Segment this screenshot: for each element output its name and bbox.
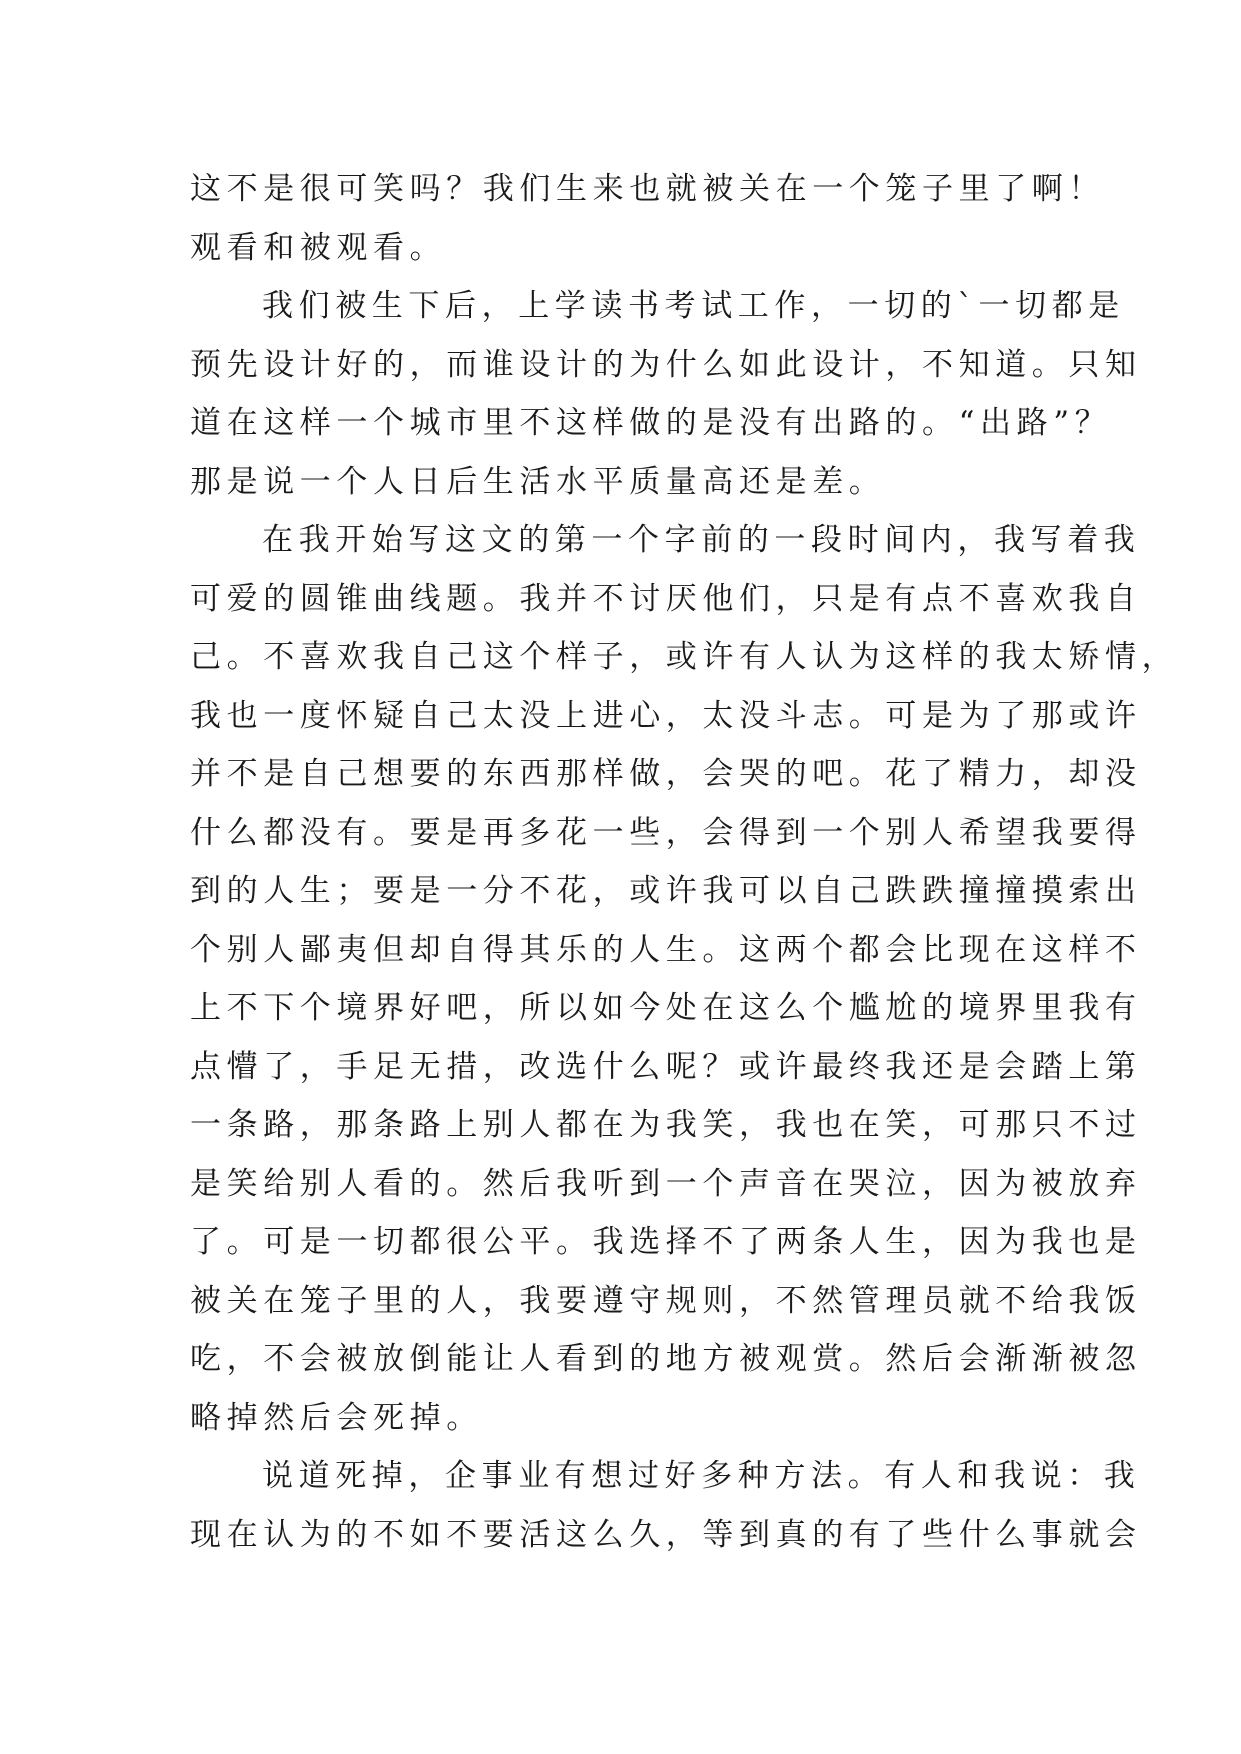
text-line: 略掉然后会死掉。 [190, 1399, 483, 1436]
paragraph-2 [190, 277, 1142, 511]
paragraph-4 [190, 1447, 1142, 1564]
text-line: 我们被生下后，上学读书考试工作，一切的`一切都是 [262, 288, 1125, 324]
text-line: 我也一度怀疑自己太没上进心，太没斗志。可是为了那或许 [190, 697, 1142, 734]
text-line: 道在这样一个城市里不这样做的是没有出路的。“出路”？ [190, 405, 1112, 441]
text-line: 是笑给别人看的。然后我听到一个声音在哭泣，因为被放弃 [190, 1165, 1142, 1202]
text-line: 到的人生；要是一分不花，或许我可以自己跌跌撞撞摸索出 [190, 873, 1142, 909]
text-line: 个别人鄙夷但却自得其乐的人生。这两个都会比现在这样不 [190, 931, 1142, 968]
text-line: 上不下个境界好吧，所以如今处在这么个尴尬的境界里我有 [190, 990, 1142, 1026]
text-line: 观看和被观看。 [190, 229, 447, 266]
text-line: 现在认为的不如不要活这么久，等到真的有了些什么事就会 [190, 1516, 1142, 1553]
text-line: 点懵了，手足无措，改选什么呢？或许最终我还是会踏上第 [190, 1048, 1142, 1085]
text-line: 被关在笼子里的人，我要遵守规则，不然管理员就不给我饭 [190, 1282, 1142, 1319]
body-text [190, 160, 1179, 1564]
text-line: 预先设计好的，而谁设计的为什么如此设计，不知道。只知 [190, 346, 1142, 383]
text-line: 什么都没有。要是再多花一些，会得到一个别人希望我要得 [190, 814, 1142, 851]
text-line: 在我开始写这文的第一个字前的一段时间内，我写着我 [262, 522, 1141, 558]
text-line: 那是说一个人日后生活水平质量高还是差。 [190, 463, 886, 500]
text-line: 可爱的圆锥曲线题。我并不讨厌他们，只是有点不喜欢我自 [190, 580, 1142, 617]
text-line: 说道死掉，企事业有想过好多种方法。有人和我说：我 [262, 1458, 1141, 1494]
text-line: 吃，不会被放倒能让人看到的地方被观赏。然后会渐渐被忽 [190, 1341, 1142, 1377]
text-line: 这不是很可笑吗？我们生来也就被关在一个笼子里了啊！ [190, 171, 1105, 207]
text-line: 并不是自己想要的东西那样做，会哭的吧。花了精力，却没 [190, 756, 1142, 792]
text-line: 一条路，那条路上别人都在为我笑，我也在笑，可那只不过 [190, 1107, 1142, 1143]
paragraph-1 [190, 160, 1105, 277]
text-line: 了。可是一切都很公平。我选择不了两条人生，因为我也是 [190, 1224, 1142, 1260]
text-line: 己。不喜欢我自己这个样子，或许有人认为这样的我太矫情， [190, 639, 1179, 675]
paragraph-3 [190, 511, 1179, 1447]
